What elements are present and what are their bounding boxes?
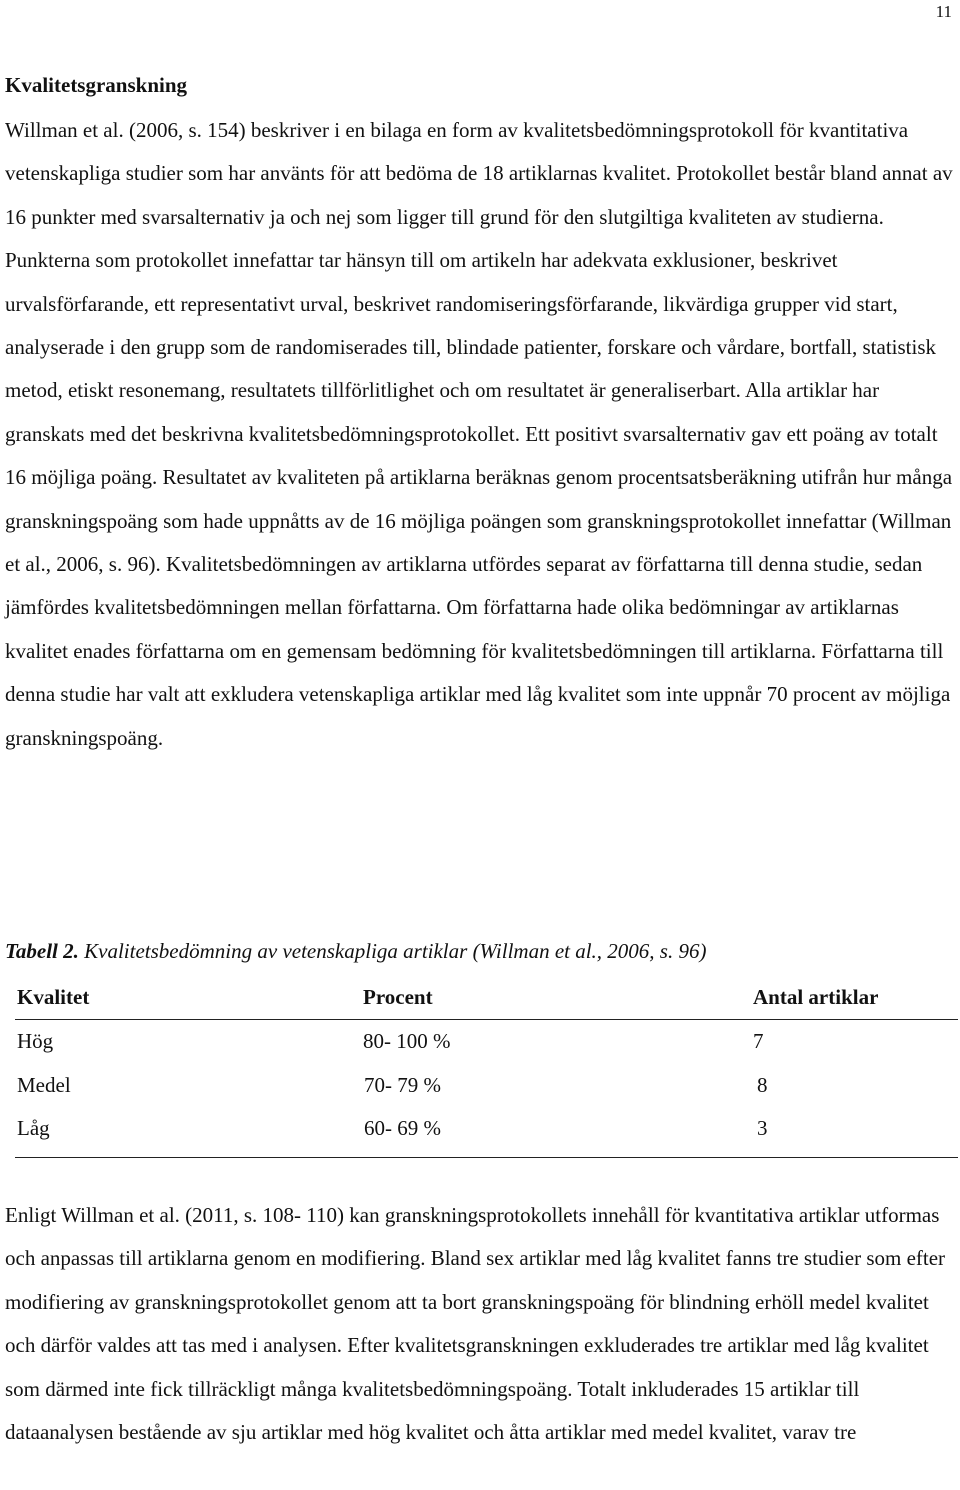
- table-caption-label: Tabell 2.: [5, 939, 79, 963]
- cell-quality: Låg: [17, 1116, 50, 1141]
- cell-count: 3: [757, 1116, 768, 1141]
- quality-table: [15, 975, 958, 1158]
- header-kvalitet: Kvalitet: [17, 984, 90, 1009]
- header-procent: Procent: [363, 984, 433, 1009]
- page-number: 11: [935, 2, 952, 21]
- table-row: [15, 1107, 958, 1157]
- table-row: [15, 1064, 958, 1108]
- cell-quality: Hög: [17, 1029, 54, 1054]
- cell-percent: 60- 69 %: [364, 1116, 441, 1141]
- table-caption-text: Kvalitetsbedömning av vetenskapliga artiklar (Willman et al., 2006, s. 96): [78, 939, 707, 963]
- paragraph-quality-review: Willman et al. (2006, s. 154) beskriver i en bilaga en form av kvalitetsbedömningsprotokoll för kvantitativa vetenskapliga studier som har använts för att bedöma de 18 artiklarnas kvalitet. Protokollet består bland annat av 16 punkter med svarsalternativ ja och nej som ligger till grund för den slutgiltiga kvaliteten av studierna. Punkterna som protokollet innefattar tar hänsyn till om artikeln har adekvata exklusioner, beskrivet urvalsförfarande, ett representativt urval, beskrivet randomiseringsförfarande, likvärdiga grupper vid start, analyserade i den grupp som de randomiserades till, blindade patienter, forskare och vårdare, bortfall, statistisk metod, etiskt resonemang, resultatets tillförlitlighet och om resultatet är generaliserbart. Alla artiklar har granskats med det beskrivna kvalitetsbedömningsprotokollet. Ett positivt svarsalternativ gav ett poäng av totalt 16 möjliga poäng. Resultatet av kvaliteten på artiklarna beräknas genom procentsatsberäkning utifrån hur många granskningspoäng som hade uppnåtts av de 16 möjliga poängen som granskningsprotokollet innefattar (Willman et al., 2006, s. 96). Kvalitetsbedömningen av artiklarna utfördes separat av författarna till denna studie, sedan jämfördes kvalitetsbedömningen mellan författarna. Om författarna hade olika bedömningar av artiklarnas kvalitet enades författarna om en gemensam bedömning för kvalitetsbedömningen till artiklarna. Författarna till denna studie har valt att exkludera vetenskapliga artiklar med låg kvalitet som inte uppnår 70 procent av möjliga granskningspoäng.: [5, 118, 953, 750]
- cell-count: 7: [753, 1029, 764, 1054]
- section-heading: Kvalitetsgranskning: [5, 73, 188, 97]
- table-caption: [5, 939, 706, 964]
- cell-percent: 70- 79 %: [364, 1072, 441, 1097]
- cell-percent: 80- 100 %: [363, 1029, 451, 1054]
- cell-count: 8: [757, 1072, 768, 1097]
- header-antal-artiklar: Antal artiklar: [753, 984, 879, 1009]
- cell-quality: Medel: [17, 1072, 71, 1097]
- table-row: [15, 1020, 958, 1064]
- table-header-row: [15, 975, 958, 1020]
- paragraph-modification: Enligt Willman et al. (2011, s. 108- 110) kan granskningsprotokollets innehåll för kvantitativa artiklar utformas och anpassas till artiklarna genom en modifiering. Bland sex artiklar med låg kvalitet fanns tre studier som efter modifiering av granskningsprotokollet genom att ta bort granskningspoäng för blindning erhöll medel kvalitet och därför valdes att tas med i analysen. Efter kvalitetsgranskningen exkluderades tre artiklar med låg kvalitet som därmed inte fick tillräckligt många kvalitetsbedömningspoäng. Totalt inkluderades 15 artiklar till dataanalysen bestående av sju artiklar med hög kvalitet och åtta artiklar med medel kvalitet, varav tre: [5, 1203, 946, 1445]
